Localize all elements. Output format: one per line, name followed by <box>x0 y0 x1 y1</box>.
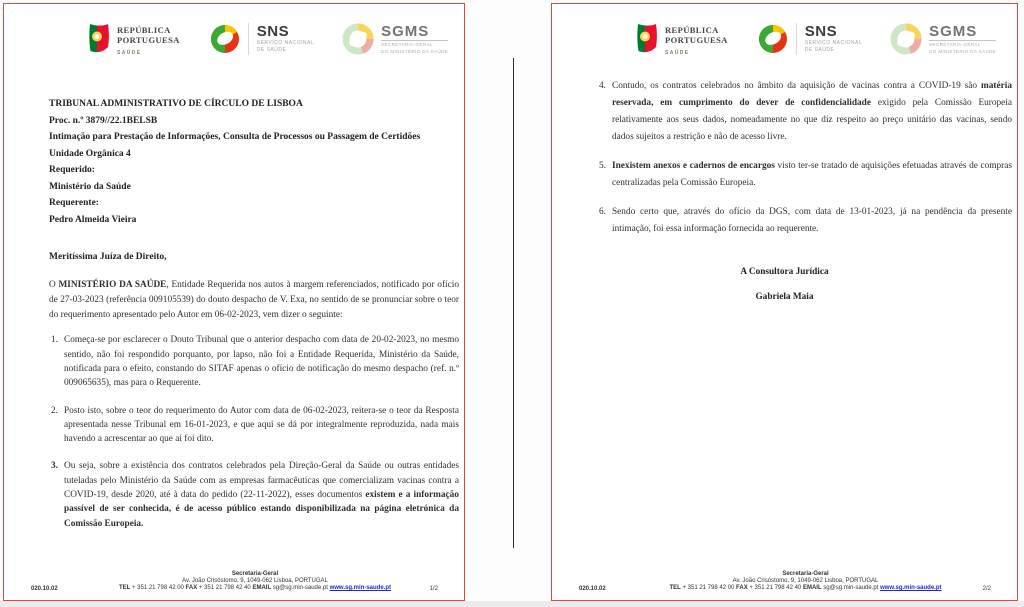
logo-divider-line <box>796 23 797 55</box>
item-number: 3. <box>51 461 58 472</box>
sns-title-text: SNS <box>256 22 290 40</box>
sgms-ring-icon <box>890 23 922 55</box>
process-type: Intimação para Prestação de Informações, Consulta de Processos ou Passagem de Certidões <box>49 132 421 142</box>
numbered-list-page1 <box>51 333 459 531</box>
sns-wordmark <box>804 22 863 54</box>
requerido-value: Ministério da Saúde <box>49 181 131 192</box>
website-link[interactable]: www.sg.min-saude.pt <box>329 585 392 591</box>
page-separator-line <box>513 58 514 548</box>
footer-contacts: TEL + 351 21 798 42 00 FAX + 351 21 798 42 40 EMAIL sg@sg.min-saude.pt www.sg.min-saude.pt <box>669 585 942 591</box>
footer-address: Av. João Crisóstomo, 9, 1049-062 Lisboa, PORTUGAL <box>182 578 328 584</box>
signature-name: Gabriela Maia <box>755 292 814 302</box>
court-name: TRIBUNAL ADMINISTRATIVO DE CÍRCULO DE LISBOA <box>49 99 303 109</box>
sgms-wordmark <box>929 24 996 55</box>
requerente-value: Pedro Almeida Vieira <box>49 214 137 225</box>
item-number: 4. <box>599 81 606 91</box>
sgms-subtitle-line2: DO MINISTÉRIO DA SAÚDE <box>929 49 997 54</box>
item-number: 2. <box>51 405 58 416</box>
form-code: 020.10.02 <box>579 586 606 592</box>
sgms-subtitle-line2: DO MINISTÉRIO DA SAÚDE <box>381 49 449 54</box>
portuguesa-text: PORTUGUESA <box>117 34 180 45</box>
republica-portuguesa-logo <box>88 23 180 56</box>
footer-address: Av. João Crisóstomo, 9, 1049-062 Lisboa, PORTUGAL <box>732 578 879 584</box>
item-text: Ou seja, sobre a existência dos contratos celebrados pela Direção-Geral da Saúde ou outras entidades tuteladas pelo Ministério da Saúde com as empresas farmacêuticas que comercializam vacinas contra a COVID-19, desde 2020, até à data do pedido (22-11-2022), esses documentos existem e a informação passível de ser conhecida, é de acesso público estando disponibilizada na página eletrónica da Comissão Europeia. <box>64 461 459 529</box>
salutation: Meritíssima Juíza de Direito, <box>49 252 167 262</box>
sns-subtitle-line1: SERVIÇO NACIONAL <box>256 39 315 46</box>
organic-unit: Unidade Orgânica 4 <box>49 148 131 159</box>
footer-org-name: Secretaria-Geral <box>231 571 279 577</box>
footer-contacts: TEL + 351 21 798 42 00 FAX + 351 21 798 42 40 EMAIL sg@sg.min-saude.pt www.sg.min-saude.pt <box>118 585 392 591</box>
form-code: 020.10.02 <box>31 586 58 592</box>
sgms-ring-icon <box>342 23 374 55</box>
sgms-subtitle-line1: SECRETARIA-GERAL <box>381 42 433 47</box>
item-number: 6. <box>599 207 606 217</box>
sgms-logo <box>342 23 448 55</box>
numbered-list-page2 <box>599 78 1012 238</box>
requerido-label: Requerido: <box>49 165 95 175</box>
document-page-2 <box>551 3 1018 601</box>
logo-divider-line <box>248 23 249 55</box>
item-number: 1. <box>51 335 58 346</box>
sns-circle-icon <box>210 24 240 54</box>
republica-text: REPÚBLICA <box>117 25 171 35</box>
letterhead-logos <box>636 23 1009 56</box>
letterhead-logos <box>88 23 456 56</box>
sns-subtitle-line2: DE SAÚDE <box>256 47 287 53</box>
item-text: Inexistem anexos e cadernos de encargos visto ter-se tratado de aquisições efetuadas através de compras centralizadas pela Comissão Europeia. <box>612 161 1013 188</box>
footer-org-name: Secretaria-Geral <box>782 571 829 577</box>
list-item-6 <box>599 204 1012 238</box>
page-footer <box>4 571 464 592</box>
sgms-title-text: SGMS <box>929 24 996 41</box>
list-item-4 <box>599 78 1012 146</box>
page-number: 1/2 <box>429 586 438 592</box>
sns-title-text: SNS <box>804 22 838 40</box>
item-text: Sendo certo que, através do ofício da DGS, com data de 13-01-2023, já na pendência da presente intimação, foi essa informação fornecida ao requerente. <box>612 207 1012 234</box>
sns-subtitle-line2: DE SAÚDE <box>804 47 835 53</box>
page-number: 2/2 <box>982 586 991 592</box>
portugal-flag-icon <box>636 23 658 53</box>
website-link[interactable]: www.sg.min-saude.pt <box>880 585 942 591</box>
republica-portuguesa-wordmark <box>665 23 728 56</box>
saude-ministry-label: SAÚDE <box>117 50 142 56</box>
item-text: Contudo, os contratos celebrados no âmbito da aquisição de vacinas contra a COVID-19 são matéria reservada, em cumprimento do dever de confidencialidade exigido pela Comissão Europeia relativamente aos seus dados, nomeadamente no que diz respeito ao preço unitário das vacinas, sendo dados sujeitos a restrição e não de acesso livre. <box>612 81 1013 142</box>
sgms-logo <box>890 23 996 55</box>
court-header <box>49 96 458 228</box>
footer-center-block <box>552 571 1017 592</box>
requerente-label: Requerente: <box>49 198 99 208</box>
portuguesa-text: PORTUGUESA <box>665 34 728 45</box>
republica-portuguesa-wordmark <box>117 23 180 56</box>
list-item-5 <box>599 158 1012 192</box>
signature-block <box>552 267 1017 302</box>
process-number: Proc. n.º 3879//22.1BELSB <box>49 115 158 126</box>
republica-text: REPÚBLICA <box>665 25 719 35</box>
saude-ministry-label: SAÚDE <box>665 50 690 56</box>
item-text: Posto isto, sobre o teor do requerimento do Autor com data de 06-02-2023, reitera-se o teor da Resposta apresentada nesse Tribunal em 16-01-2023, e que aqui se dá por integralmente reproduzida, nada mais havendo a acrescentar ao que aí foi dito. <box>64 405 459 445</box>
sns-logo <box>758 23 862 55</box>
sns-subtitle-line1: SERVIÇO NACIONAL <box>804 39 863 46</box>
intro-paragraph: O MINISTÉRIO DA SAÚDE, Entidade Requerida nos autos à margem referenciados, notificado por ofício de 27-03-2023 (referência 009105539) do douto despacho de V. Exa, no sentido de se pronunciar sobre o teor do requerimento apresentado pelo Autor em 06-02-2023, vem dizer o seguinte: <box>49 280 459 320</box>
sns-circle-icon <box>758 24 788 54</box>
page-footer <box>552 571 1017 592</box>
sgms-wordmark <box>381 24 448 55</box>
portugal-flag-icon <box>88 23 110 53</box>
list-item-1 <box>51 333 459 390</box>
item-text: Começa-se por esclarecer o Douto Tribunal que o anterior despacho com data de 20-02-2023, no mesmo sentido, não foi respondido porquanto, por lapso, não foi a Entidade Requerida, Ministério da Saúde, notificada para o efeito, constando do SITAF apenas o ofício de notificação do mesmo despacho (ref. n.º 009065635), mas para o Requerente. <box>64 335 459 389</box>
sgms-subtitle-line1: SECRETARIA-GERAL <box>929 42 981 47</box>
footer-center-block <box>4 571 464 592</box>
republica-portuguesa-logo <box>636 23 728 56</box>
sns-logo <box>210 23 314 55</box>
document-page-1 <box>3 3 465 601</box>
window-edge-strip <box>0 601 1024 607</box>
signature-role: A Consultora Jurídica <box>740 267 829 277</box>
item-number: 5. <box>599 161 606 171</box>
list-item-3 <box>51 459 459 530</box>
list-item-2 <box>51 404 459 447</box>
sns-wordmark <box>256 22 315 54</box>
sgms-title-text: SGMS <box>381 24 448 41</box>
